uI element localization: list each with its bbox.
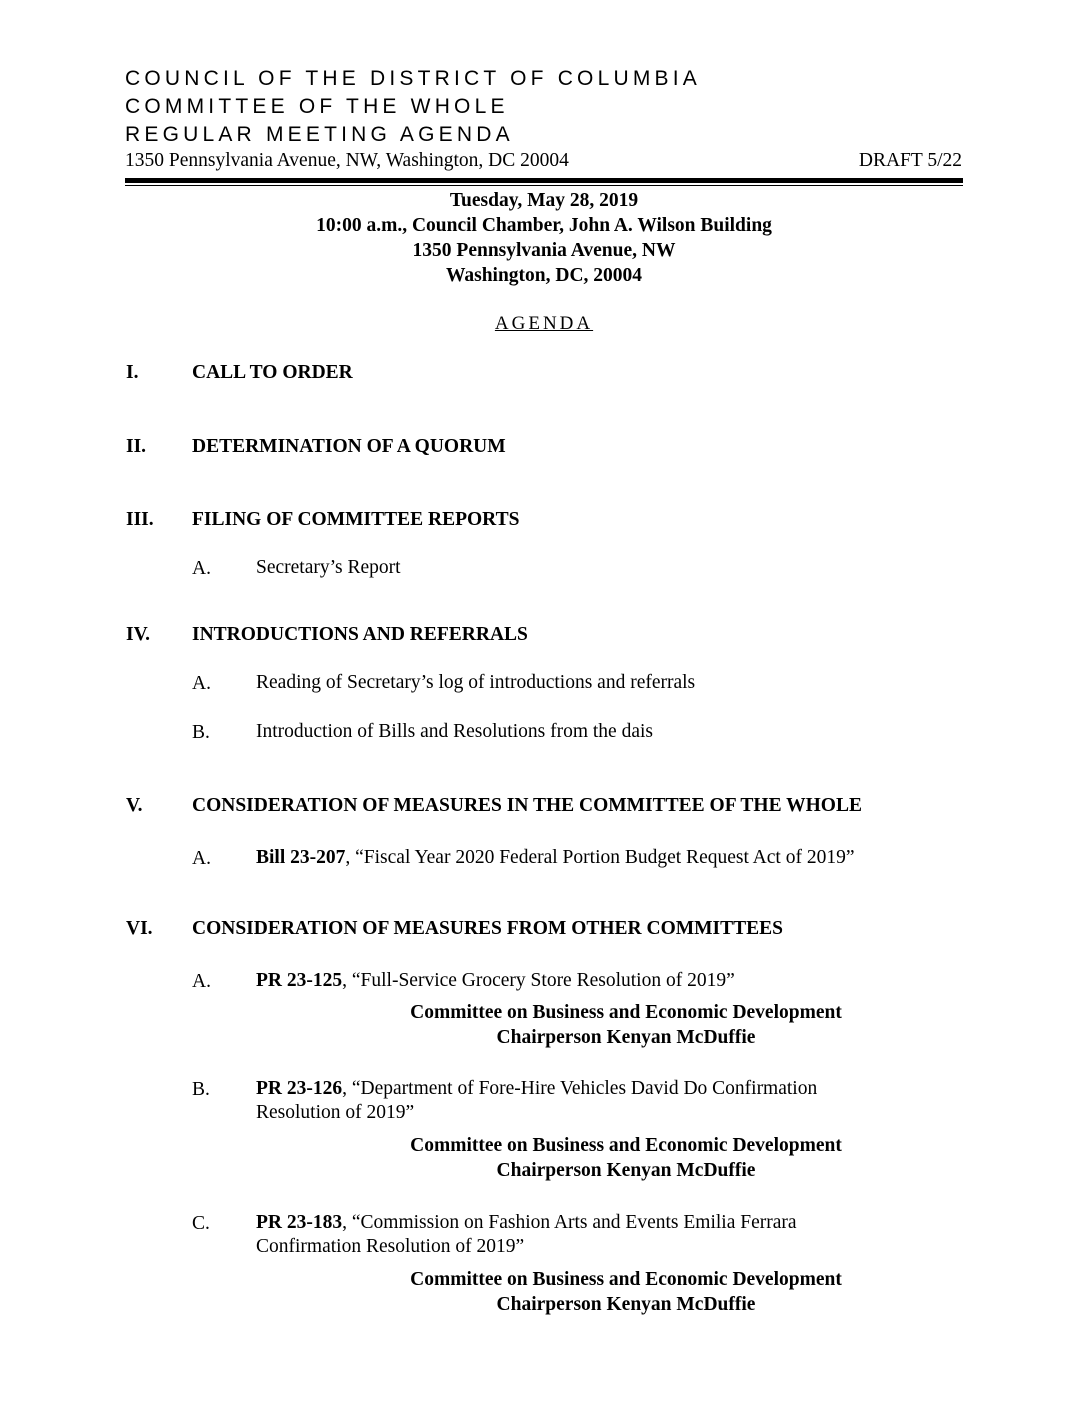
item-bill-23-207: Bill 23-207, “Fiscal Year 2020 Federal Portion Budget Request Act of 2019” <box>256 847 855 868</box>
section-title-call-to-order: CALL TO ORDER <box>192 362 353 383</box>
item-letter: A. <box>192 673 211 694</box>
section-number: V. <box>126 795 143 816</box>
committee-chair: Chairperson Kenyan McDuffie <box>496 1160 756 1181</box>
item-pr-23-183: PR 23-183, “Commission on Fashion Arts and Events Emilia Ferrara <box>256 1212 797 1233</box>
meeting-time-location: 10:00 a.m., Council Chamber, John A. Wilson Building <box>316 215 772 236</box>
committee-name: Committee on Business and Economic Development <box>410 1002 842 1023</box>
meeting-date: Tuesday, May 28, 2019 <box>449 190 639 211</box>
item-letter: A. <box>192 971 211 992</box>
section-number: II. <box>126 436 147 457</box>
header-rule-thick <box>125 178 963 183</box>
section-title-introductions: INTRODUCTIONS AND REFERRALS <box>192 624 528 645</box>
item-letter: C. <box>192 1213 210 1234</box>
meeting-street: 1350 Pennsylvania Avenue, NW <box>412 240 676 261</box>
agenda-type-title: REGULAR MEETING AGENDA <box>125 123 514 146</box>
item-reading-log: Reading of Secretary’s log of introductions and referrals <box>256 672 696 693</box>
council-title: COUNCIL OF THE DISTRICT OF COLUMBIA <box>125 67 701 90</box>
header-rule-thin <box>125 185 963 186</box>
committee-name: Committee on Business and Economic Development <box>410 1269 842 1290</box>
item-secretary-report: Secretary’s Report <box>256 557 401 578</box>
section-title-other-committees: CONSIDERATION OF MEASURES FROM OTHER COMMITTEES <box>192 918 784 939</box>
committee-name: Committee on Business and Economic Development <box>410 1135 842 1156</box>
item-pr-23-125: PR 23-125, “Full-Service Grocery Store Resolution of 2019” <box>256 970 735 991</box>
section-title-committee-reports: FILING OF COMMITTEE REPORTS <box>192 509 520 530</box>
header-address: 1350 Pennsylvania Avenue, NW, Washington, DC 20004 <box>125 150 569 171</box>
committee-chair: Chairperson Kenyan McDuffie <box>496 1027 756 1048</box>
draft-label: DRAFT 5/22 <box>858 150 962 171</box>
committee-title: COMMITTEE OF THE WHOLE <box>125 95 509 118</box>
item-letter: A. <box>192 848 211 869</box>
committee-chair: Chairperson Kenyan McDuffie <box>496 1294 756 1315</box>
item-pr-23-126-continued: Resolution of 2019” <box>256 1102 415 1123</box>
meeting-city: Washington, DC, 20004 <box>445 265 643 286</box>
item-pr-23-126: PR 23-126, “Department of Fore-Hire Vehicles David Do Confirmation <box>256 1078 818 1099</box>
item-letter: B. <box>192 722 210 743</box>
section-number: IV. <box>126 624 151 645</box>
item-pr-23-183-continued: Confirmation Resolution of 2019” <box>256 1236 525 1257</box>
section-number: III. <box>126 509 154 530</box>
section-number: I. <box>126 362 139 383</box>
item-letter: B. <box>192 1079 210 1100</box>
item-introduction-bills: Introduction of Bills and Resolutions from the dais <box>256 721 653 742</box>
section-title-quorum: DETERMINATION OF A QUORUM <box>192 436 506 457</box>
agenda-heading: AGENDA <box>494 313 594 334</box>
section-title-committee-of-whole-measures: CONSIDERATION OF MEASURES IN THE COMMITTEE OF THE WHOLE <box>192 795 862 816</box>
section-number: VI. <box>126 918 153 939</box>
item-letter: A. <box>192 558 211 579</box>
